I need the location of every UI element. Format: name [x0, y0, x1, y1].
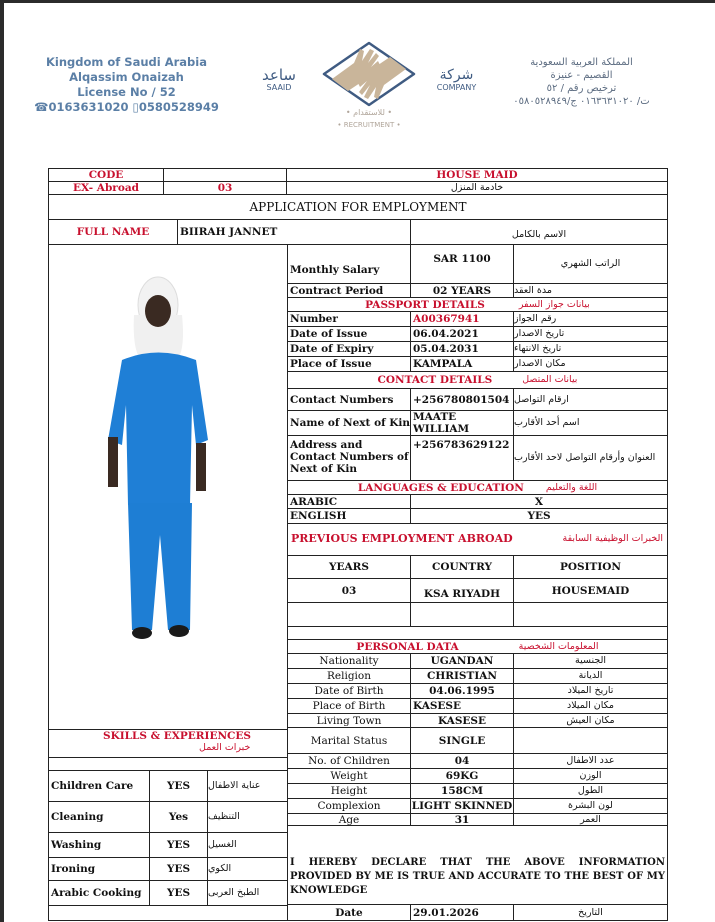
personal-row-value: 04.06.1995	[410, 683, 514, 699]
contact-row-label: Contact Numbers	[287, 388, 411, 411]
header-english-block	[24, 55, 229, 115]
passport-heading-en: PASSPORT DETAILS	[365, 298, 485, 311]
date-label: Date	[287, 904, 411, 921]
prev-country	[410, 602, 514, 627]
prev-years	[287, 602, 411, 627]
skills-heading	[48, 729, 288, 758]
passport-number: A00367941	[410, 311, 514, 327]
personal-heading-ar: المعلومات الشخصية	[518, 640, 599, 652]
passport-row-label: Date of Expiry	[287, 341, 411, 357]
passport-place: KAMPALA	[410, 356, 514, 372]
logo-right-text	[434, 67, 479, 92]
skills-heading-en: SKILLS & EXPERIENCES	[103, 730, 251, 742]
skill-label: Children Care	[48, 770, 150, 802]
prev-country: KSA RIYADH	[410, 578, 514, 603]
passport-row-ar: رقم الجواز	[513, 311, 668, 327]
prev-col-header-years: YEARS	[287, 555, 411, 579]
form-title: APPLICATION FOR EMPLOYMENT	[48, 194, 668, 220]
date-value: 29.01.2026	[410, 904, 514, 921]
languages-heading-ar: اللغة والتعليم	[545, 481, 598, 493]
passport-row-ar: مكان الاصدار	[513, 356, 668, 372]
contact-row-label: Address and Contact Numbers of Next of Kin	[287, 435, 411, 481]
contact-heading-ar: بيانات المتصل	[522, 374, 578, 385]
previous-employment-heading-ar: الخبرات الوظيفية السابقة	[562, 533, 663, 544]
full-name-value: BIIRAH JANNET	[177, 219, 411, 245]
personal-row-label: Complexion	[287, 798, 411, 814]
hands-logo-icon	[314, 39, 424, 109]
personal-row-ar: الديانة	[513, 668, 668, 684]
salary-value: SAR 1100	[410, 244, 514, 284]
skill-ar: عناية الاطفال	[207, 770, 288, 802]
company-logo	[259, 39, 479, 135]
spacer-row	[287, 626, 668, 640]
contract-ar: مدة العقد	[513, 283, 668, 298]
header-en-line: Alqassim Onaizah	[69, 70, 184, 84]
passport-heading	[287, 297, 668, 312]
personal-row-value: LIGHT SKINNED	[411, 800, 513, 812]
contact-number: +256780801504	[410, 388, 514, 411]
personal-row-ar: الوزن	[513, 768, 668, 784]
previous-employment-heading	[287, 523, 668, 556]
salary-label: Monthly Salary	[287, 244, 411, 284]
full-name-ar: الاسم بالكامل	[410, 219, 668, 245]
code-label: CODE	[48, 168, 164, 182]
skill-ar: الكوي	[207, 857, 288, 881]
personal-row-label: Place of Birth	[287, 698, 411, 714]
skill-label: Cleaning	[48, 801, 150, 833]
position-en: HOUSE MAID	[286, 168, 668, 182]
personal-heading	[287, 639, 668, 654]
contract-value: 02 YEARS	[410, 283, 514, 298]
passport-row-label: Date of Issue	[287, 326, 411, 342]
personal-row-label: No. of Children	[287, 753, 411, 769]
skills-footer-spacer	[48, 905, 288, 921]
skill-ar: الطبخ العربى	[207, 880, 288, 906]
code-value	[163, 168, 287, 182]
logo-left-ar: ساعد	[262, 66, 296, 84]
personal-row-ar: الجنسية	[513, 653, 668, 669]
language-value: YES	[410, 508, 668, 524]
personal-row-label: Age	[287, 813, 411, 826]
skill-value: YES	[149, 857, 208, 881]
prev-position	[513, 602, 668, 627]
personal-row-value: KASESE	[410, 698, 514, 714]
passport-row-ar: تاريخ الاصدار	[513, 326, 668, 342]
skill-value: YES	[149, 770, 208, 802]
language-label: ENGLISH	[287, 508, 411, 524]
personal-row-ar: لون البشرة	[513, 798, 668, 814]
contract-label: Contract Period	[287, 283, 411, 298]
position-ar: خادمة المنزل	[286, 181, 668, 195]
prev-col-header-position: POSITION	[513, 555, 668, 579]
code-type: EX- Abroad	[48, 181, 164, 195]
prev-years: 03	[287, 578, 411, 603]
header-ar-line: ت/ ٠١٦٣٦٣١٠٢٠ ج/٠٥٨٠٥٢٨٩٤٩	[513, 96, 650, 107]
header-ar-line: القصيم - عنيزة	[550, 70, 613, 81]
passport-row-ar: تاريخ الانتهاء	[513, 341, 668, 357]
header-en-line: Kingdom of Saudi Arabia	[46, 55, 207, 69]
header-ar-line: المملكة العربية السعودية	[530, 57, 633, 68]
full-name-label: FULL NAME	[48, 219, 178, 245]
languages-heading	[287, 480, 668, 495]
personal-row-ar: عدد الاطفال	[513, 753, 668, 769]
prev-position: HOUSEMAID	[513, 578, 668, 603]
contact-row-ar: العنوان وأرقام التواصل لاحد الأقارب	[513, 435, 668, 481]
personal-heading-en: PERSONAL DATA	[356, 640, 459, 653]
salary-ar: الراتب الشهري	[513, 244, 668, 284]
header-ar-line: ترخيص رقم / ٥٢	[546, 83, 617, 94]
declaration-text: I HEREBY DECLARE THAT THE ABOVE INFORMATION PROVIDED BY ME IS TRUE AND ACCURATE TO THE BEST OF MY KNOWLEDGE	[287, 825, 668, 905]
passport-row-label: Number	[287, 311, 411, 327]
personal-row-value: 31	[410, 813, 514, 826]
skills-heading-ar: خبرات العمل	[199, 742, 251, 753]
applicant-photo	[104, 265, 254, 640]
personal-row-ar: العمر	[513, 813, 668, 826]
code-number: 03	[163, 181, 287, 195]
logo-bottom-en: • RECRUITMENT •	[337, 121, 401, 129]
header-en-phones: ☎0163631020 ▯0580528949	[34, 100, 219, 114]
passport-row-label: Place of Issue	[287, 356, 411, 372]
skill-value: YES	[149, 880, 208, 906]
personal-row-ar: مكان الميلاد	[513, 698, 668, 714]
header-arabic-block	[494, 56, 669, 108]
personal-row-ar: تاريخ الميلاد	[513, 683, 668, 699]
date-ar: التاريخ	[513, 904, 668, 921]
personal-row-value: KASESE	[410, 713, 514, 728]
personal-row-label: Religion	[287, 668, 411, 684]
skill-label: Washing	[48, 832, 150, 858]
language-value: X	[410, 494, 668, 509]
personal-row-value: SINGLE	[410, 727, 514, 754]
prev-col-header-country: COUNTRY	[410, 555, 514, 579]
skill-value: Yes	[149, 801, 208, 833]
personal-row-label: Nationality	[287, 653, 411, 669]
language-label: ARABIC	[287, 494, 411, 509]
logo-left-text	[259, 67, 299, 92]
next-of-kin-contact: +256783629122	[410, 435, 514, 481]
personal-row-label: Marital Status	[287, 727, 411, 754]
personal-row-value: 69KG	[410, 768, 514, 784]
contact-heading	[287, 371, 668, 389]
personal-row-value: UGANDAN	[410, 653, 514, 669]
previous-employment-heading-en: PREVIOUS EMPLOYMENT ABROAD	[291, 532, 513, 545]
contact-heading-en: CONTACT DETAILS	[377, 374, 493, 386]
header-en-line: License No / 52	[77, 85, 176, 99]
contact-row-ar: اسم أحد الأقارب	[513, 410, 668, 436]
languages-heading-en: LANGUAGES & EDUCATION	[357, 481, 524, 494]
skill-label: Arabic Cooking	[48, 880, 150, 906]
personal-row-ar: مكان العيش	[513, 713, 668, 728]
skills-spacer	[48, 757, 288, 771]
skill-value: YES	[149, 832, 208, 858]
personal-row-value: 04	[410, 753, 514, 769]
logo-right-en: COMPANY	[436, 83, 477, 92]
personal-row-value: CHRISTIAN	[410, 668, 514, 684]
passport-heading-ar: بيانات جواز السفر	[518, 298, 590, 310]
contact-row-label: Name of Next of Kin	[287, 410, 411, 436]
logo-right-ar: شركة	[439, 67, 474, 83]
personal-row-ar: الطول	[513, 783, 668, 799]
personal-row-label: Date of Birth	[287, 683, 411, 699]
personal-row-label: Height	[287, 783, 411, 799]
logo-left-en: SAAID	[266, 83, 292, 92]
personal-row-label: Living Town	[287, 713, 411, 728]
passport-issue-date: 06.04.2021	[410, 326, 514, 342]
logo-bottom-text	[314, 107, 424, 131]
passport-expiry-date: 05.04.2031	[410, 341, 514, 357]
personal-row-value: 158CM	[410, 783, 514, 799]
contact-row-ar: ارقام التواصل	[513, 388, 668, 411]
personal-row-ar	[513, 727, 668, 754]
logo-bottom-ar: • للاستقدام •	[345, 108, 393, 117]
application-page	[4, 3, 715, 922]
skill-ar: التنظيف	[207, 801, 288, 833]
skill-label: Ironing	[48, 857, 150, 881]
personal-row-label: Weight	[287, 768, 411, 784]
skill-ar: الغسيل	[207, 832, 288, 858]
next-of-kin-name: MAATE WILLIAM	[410, 410, 514, 436]
